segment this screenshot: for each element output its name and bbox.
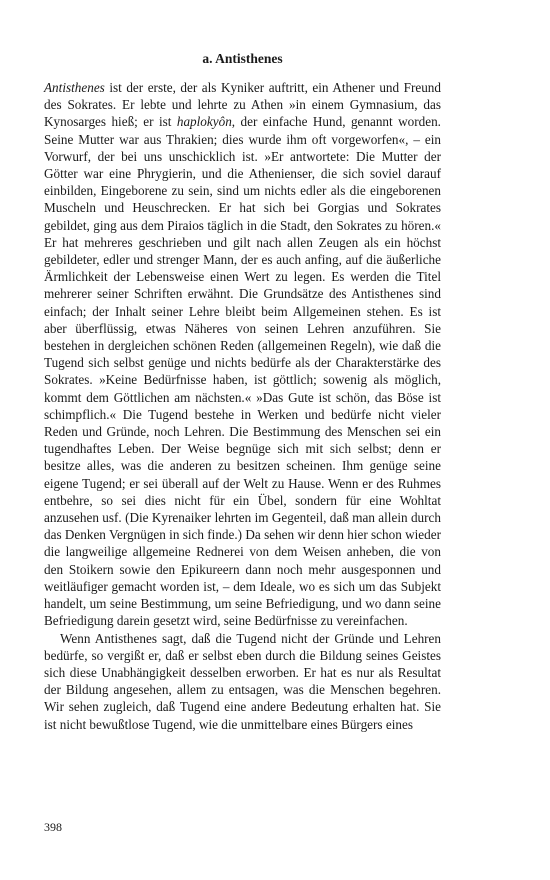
page-number: 398 bbox=[44, 820, 62, 834]
page-body bbox=[44, 50, 441, 733]
paragraph-1-text-a: ist der erste, der als Kyniker auftritt, ein Athener und Freund des Sokrates. Er lebte und lehrte zu Athen »in einem Gymnasium, das Kynosarges hieß; er ist bbox=[44, 80, 441, 130]
paragraph-1 bbox=[44, 79, 441, 630]
term-italic: haplokyôn bbox=[176, 114, 232, 130]
section-heading: a. Antisthenes bbox=[202, 51, 283, 66]
paragraph-1-text-b: , der einfache Hund, genannt worden. Seine Mutter war aus Thrakien; dies wurde ihm oft vorgeworfen«, – ein Vorwurf, der bei uns unschicklich ist. »Er antwortete: Die Mutter der Götter war eine Phrygierin, und die Athenienser, die sich soviel darauf einbilden, Eingeborene zu sein, sind um nichts edler als die eingeborenen Muscheln und Heuschrecken. Er hat sich bei Gorgias und Sokrates gebildet, ging aus dem Piraios täglich in die Stadt, den Sokrates zu hören.« Er hat mehreres geschrieben und gilt nach allen Zeugen als ein höchst gebildeter, edler und strenger Mann, der es auch anfing, auf die äußerliche Ärmlichkeit der Lebensweise einen Wert zu legen. Es werden die Titel mehrerer seiner Schriften erwähnt. Die Grundsätze des Antisthenes sind einfach; der Inhalt seiner Lehre bleibt beim Allgemeinen stehen. Es ist aber überflüssig, etwas Näheres von seinen Lehren anzuführen. Sie bestehen in dergleichen schönen Reden (allgemeinen Regeln), wie daß die Tugend sich selbst genüge und nichts bedürfe als der Charakterstärke des Sokrates. »Keine Bedürfnisse haben, ist göttlich; sowenig als möglich, kommt dem Göttlichen am nächsten.« »Das Gute ist schön, das Böse ist schimpflich.« Die Tugend bestehe in Werken und bedürfe nicht vieler Reden und Gründe, noch Lehren. Die Bestimmung des Menschen sei ein tugendhaftes Leben. Der Weise begnüge sich mit sich selbst; denn er besitze alles, was die anderen zu besitzen scheinen. Ihm genüge seine eigene Tugend; er sei überall auf der Welt zu Hause. Wenn er des Ruhmes entbehre, so sei dies nicht für ein Übel, sondern für eine Wohltat anzusehen usf. (Die Kyrenaiker lehrten im Gegenteil, daß man allein durch das Denken Vergnügen in sich finde.) Da sehen wir denn hier schon wieder die langweilige allgemeine Rednerei von dem Weisen anheben, die von den Stoikern sowie den Epikureern dann noch mehr ausgesponnen und weitläufiger gemacht worden ist, – dem Ideale, wo es sich um das Subjekt handelt, um seine Bestimmung, um seine Befriedigung, und wo dann seine Befriedigung darein gesetzt wird, seine Bedürfnisse zu vereinfachen. bbox=[44, 114, 441, 629]
paragraph-2: Wenn Antisthenes sagt, daß die Tugend nicht der Gründe und Lehren bedürfe, so vergißt er, daß er selbst eben durch die Bildung seines Geistes sich diese Unabhängigkeit desselben erworben. Er hat es nur als Resultat der Bildung angesehen, allem zu entsagen, was die Menschen begehren. Wir sehen zugleich, daß Tugend eine andere Bedeutung erhalten hat. Sie ist nicht bewußtlose Tugend, wie die unmittelbare eines Bürgers eines bbox=[44, 630, 441, 732]
name-italic: Antisthenes bbox=[44, 80, 105, 95]
